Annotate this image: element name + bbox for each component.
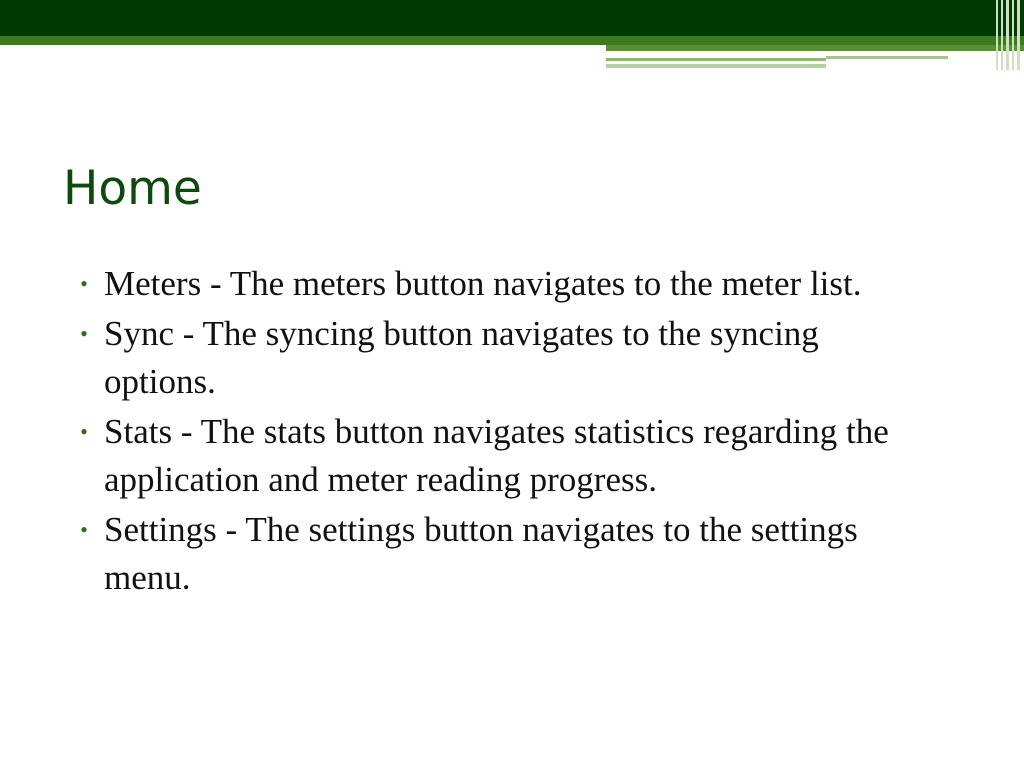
list-item [74,506,934,602]
bullet-icon: • [80,419,88,444]
banner-dark-band [0,0,1024,36]
bullet-text: Settings - The settings button navigates to the settings menu. [104,510,858,597]
banner-mid-band [0,36,1024,45]
slide-title: Home [63,161,202,216]
bullet-text: Stats - The stats button navigates statistics regarding the application and meter reading progress. [104,412,889,499]
bullet-list [74,260,934,604]
list-item [74,260,934,308]
banner-accent-line [826,56,948,59]
list-item [74,310,934,406]
bullet-icon: • [80,321,88,346]
list-item [74,408,934,504]
bullet-text: Meters - The meters button navigates to the meter list. [104,264,862,303]
banner-accent-line [606,58,826,61]
bullet-icon: • [80,517,88,542]
banner-accent-line [606,45,1024,51]
banner-corner-stripes [994,0,1024,70]
bullet-icon: • [80,271,88,296]
banner-accent-line [606,64,826,68]
bullet-text: Sync - The syncing button navigates to the syncing options. [104,314,819,401]
